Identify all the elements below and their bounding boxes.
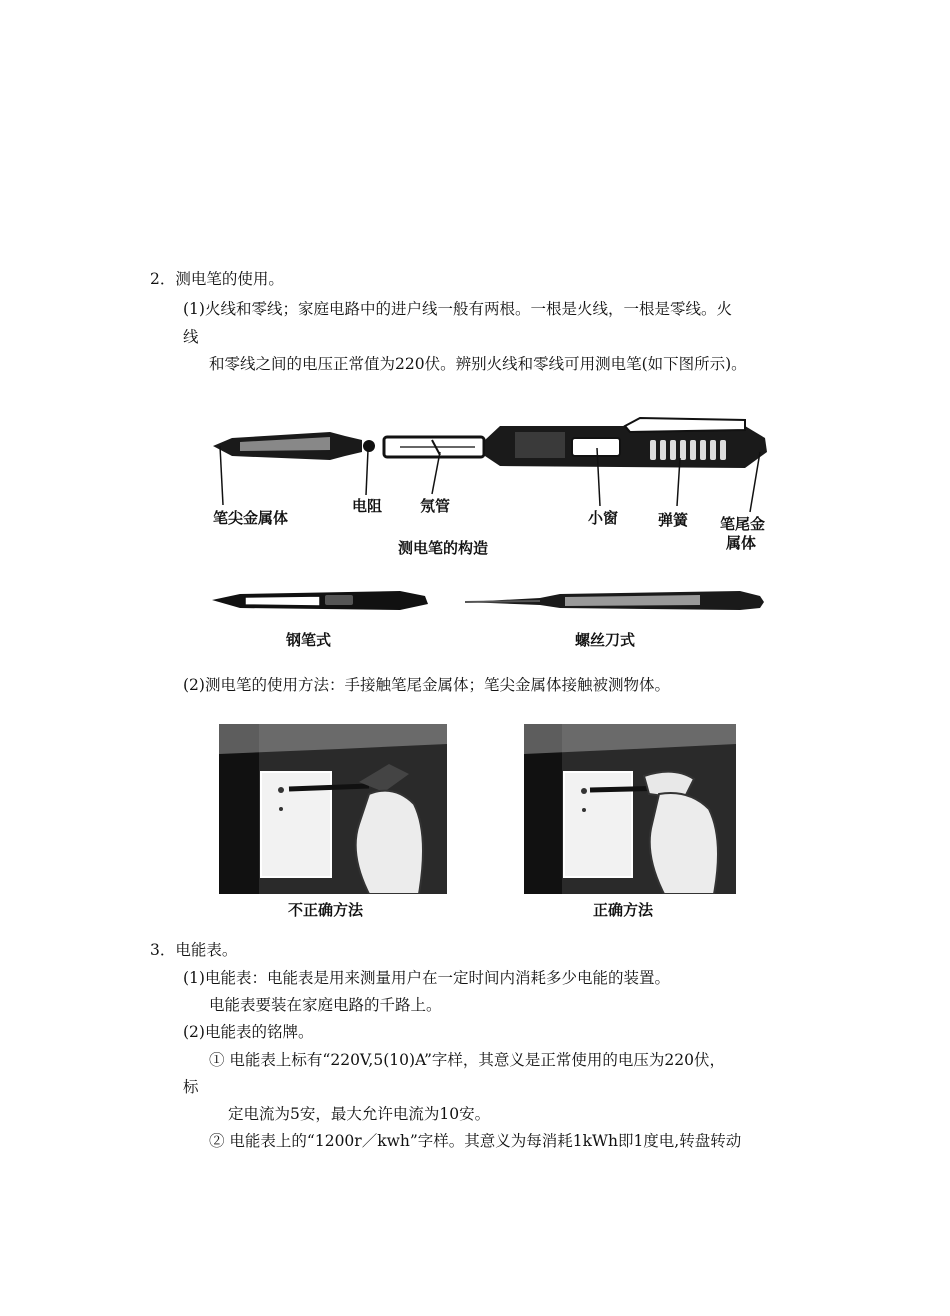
label-neon-tube: 氖管 xyxy=(420,497,451,515)
paragraph-live-neutral-line2: 线 xyxy=(183,328,199,346)
label-tip-metal: 笔尖金属体 xyxy=(213,509,289,527)
pen-barrel-part xyxy=(485,418,767,468)
screwdriver-style-tester xyxy=(465,591,764,610)
item-1-line1: ① 电能表上标有“220V,5(10)A”字样，其意义是正常使用的电压为220伏， xyxy=(209,1051,725,1069)
label-pen-type: 钢笔式 xyxy=(286,631,332,649)
paragraph-usage-method: (2)测电笔的使用方法：手接触笔尾金属体；笔尖金属体接触被测物体。 xyxy=(183,676,670,694)
neon-tube-part xyxy=(384,437,484,457)
section-3-heading: 3．电能表。 xyxy=(150,941,238,959)
paragraph-meter-def-line2: 电能表要装在家庭电路的千路上。 xyxy=(209,996,442,1014)
photo-wrong-method xyxy=(219,724,447,894)
label-tail-metal-line1: 笔尾金 xyxy=(720,515,766,533)
label-window: 小窗 xyxy=(588,509,619,527)
label-spring: 弹簧 xyxy=(658,511,689,529)
paragraph-meter-def-line1: (1)电能表：电能表是用来测量用户在一定时间内消耗多少电能的装置。 xyxy=(183,969,670,987)
paragraph-live-neutral-line1: (1)火线和零线；家庭电路中的进户线一般有两根。一根是火线，一根是零线。火 xyxy=(183,300,732,318)
label-screwdriver-type: 螺丝刀式 xyxy=(575,631,636,649)
pen-style-tester xyxy=(212,591,428,610)
pen-tip-part xyxy=(213,432,375,460)
paragraph-live-neutral-line3: 和零线之间的电压正常值为220伏。辨别火线和零线可用测电笔(如下图所示)。 xyxy=(209,355,747,373)
item-1-line3: 定电流为5安，最大允许电流为10安。 xyxy=(228,1105,491,1123)
photo-right-method xyxy=(524,724,736,894)
caption-right-method: 正确方法 xyxy=(593,901,654,919)
caption-wrong-method: 不正确方法 xyxy=(288,901,364,919)
label-tail-metal-line2: 属体 xyxy=(726,534,757,552)
item-2-line1: ② 电能表上的“1200r／kwh”字样。其意义为每消耗1kWh即1度电,转盘转动 xyxy=(209,1132,742,1150)
item-1-line2: 标 xyxy=(183,1078,199,1096)
figure-caption: 测电笔的构造 xyxy=(398,539,489,557)
paragraph-nameplate: (2)电能表的铭牌。 xyxy=(183,1023,314,1041)
label-resistor: 电阻 xyxy=(352,497,383,515)
section-2-heading: 2．测电笔的使用。 xyxy=(150,270,284,288)
